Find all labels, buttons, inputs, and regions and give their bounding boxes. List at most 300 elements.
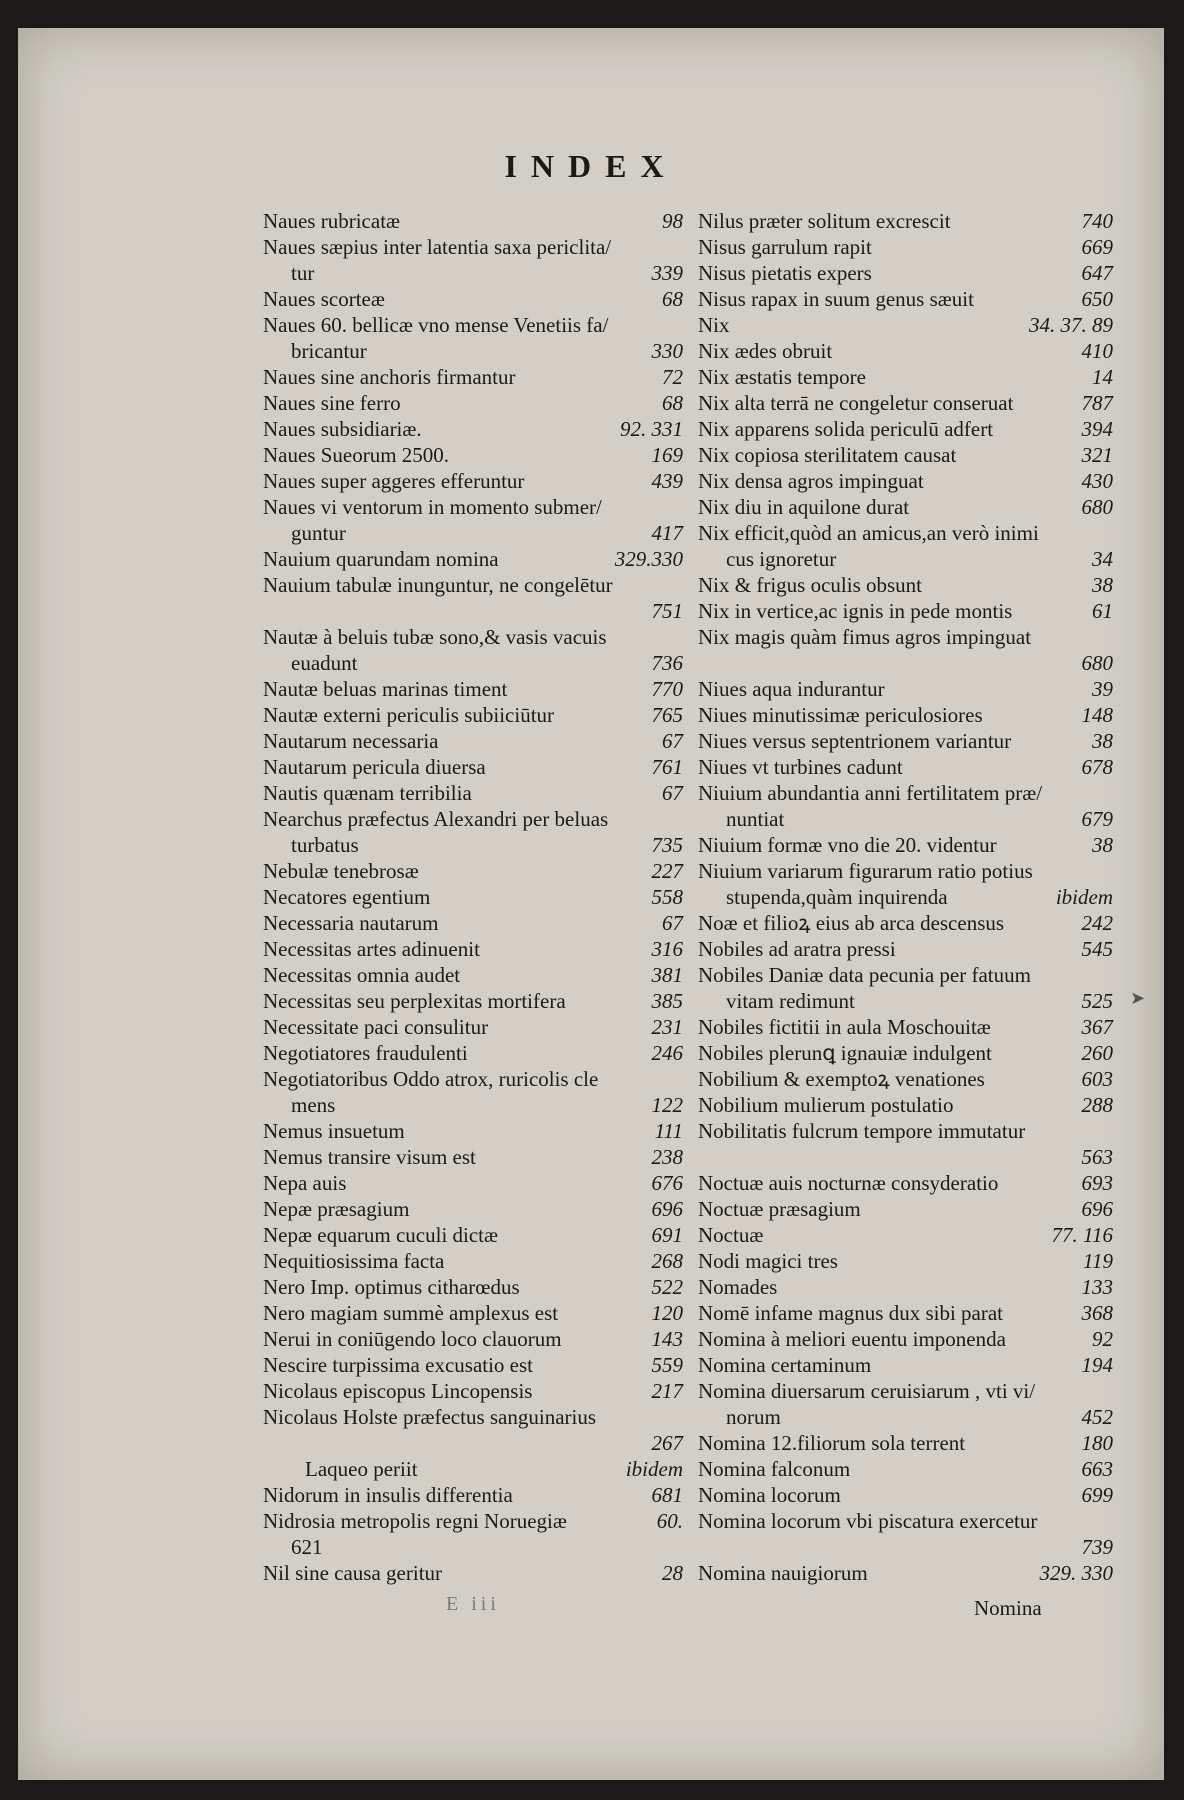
index-right-column <box>698 208 1113 1586</box>
entry-text: Nix æstatis tempore <box>698 365 866 389</box>
entry-text: Nemus insuetum <box>263 1119 405 1143</box>
entry-text: Noæ et filioꝝ eius ab arca descensus <box>698 911 1005 935</box>
index-entry <box>263 1144 683 1170</box>
entry-page-ref: 38 <box>1092 573 1113 597</box>
entry-text: Nicolaus Holste præfectus sanguinarius <box>263 1405 597 1429</box>
entry-text: Nicolaus episcopus Lincopensis <box>263 1379 533 1403</box>
entry-page-ref: 60. <box>656 1509 683 1533</box>
entry-page-ref: 120 <box>651 1301 683 1325</box>
index-entry <box>263 1066 683 1092</box>
entry-page-ref: 751 <box>651 599 683 623</box>
entry-page-ref: 77. 116 <box>1051 1223 1113 1247</box>
entry-page-ref: 180 <box>1081 1431 1113 1455</box>
entry-page-ref: 680 <box>1081 495 1113 519</box>
entry-text: Negotiatores fraudulenti <box>263 1041 468 1065</box>
index-entry <box>698 442 1113 468</box>
index-entry <box>698 1014 1113 1040</box>
entry-text: Nearchus præfectus Alexandri per beluas <box>263 807 609 831</box>
entry-page-ref: 770 <box>651 677 683 701</box>
index-entry <box>263 1326 683 1352</box>
index-entry <box>698 520 1113 546</box>
entry-text: Nerui in coniūgendo loco clauorum <box>263 1327 562 1351</box>
entry-page-ref: 217 <box>651 1379 683 1403</box>
entry-page-ref: 650 <box>1081 287 1113 311</box>
index-entry <box>698 1300 1113 1326</box>
entry-text: tur <box>291 261 315 285</box>
entry-page-ref: 740 <box>1081 209 1113 233</box>
index-entry <box>698 1534 1113 1560</box>
index-entry <box>263 260 683 286</box>
index-entry <box>698 832 1113 858</box>
entry-text: Necessitate paci consulitur <box>263 1015 489 1039</box>
index-entry <box>263 832 683 858</box>
entry-text: 621 <box>291 1535 323 1559</box>
entry-page-ref: 691 <box>651 1223 683 1247</box>
entry-text: Negotiatoribus Oddo atrox, ruricolis cle <box>263 1067 599 1091</box>
index-left-column <box>263 208 683 1586</box>
entry-page-ref: 238 <box>651 1145 683 1169</box>
entry-page-ref: 68 <box>662 391 683 415</box>
entry-page-ref: 34. 37. 89 <box>1029 313 1113 337</box>
entry-page-ref: 736 <box>651 651 683 675</box>
index-entry <box>698 1326 1113 1352</box>
entry-page-ref: 663 <box>1081 1457 1113 1481</box>
index-entry <box>698 1170 1113 1196</box>
index-entry <box>263 390 683 416</box>
entry-page-ref: 14 <box>1092 365 1113 389</box>
entry-page-ref: 603 <box>1081 1067 1113 1091</box>
index-entry <box>263 1118 683 1144</box>
index-entry <box>698 1560 1113 1586</box>
index-entry <box>263 1456 683 1482</box>
entry-text: Naues super aggeres efferuntur <box>263 469 525 493</box>
index-entry <box>698 1222 1113 1248</box>
entry-text: Nobiles Daniæ data pecunia per fatuum <box>698 963 1031 987</box>
entry-text: Nobilium & exemptoꝝ venationes <box>698 1067 985 1091</box>
index-entry <box>263 338 683 364</box>
index-entry <box>263 780 683 806</box>
entry-text: Nautarum necessaria <box>263 729 439 753</box>
entry-text: Nisus garrulum rapit <box>698 235 872 259</box>
entry-text: Nauium quarundam nomina <box>263 547 499 571</box>
entry-page-ref: 680 <box>1081 651 1113 675</box>
entry-page-ref: 368 <box>1081 1301 1113 1325</box>
index-entry <box>698 780 1113 806</box>
index-entry <box>263 1222 683 1248</box>
index-entry <box>698 1248 1113 1274</box>
index-entry <box>263 1404 683 1430</box>
index-entry <box>698 260 1113 286</box>
entry-text: Nix alta terrā ne congeletur conseruat <box>698 391 1014 415</box>
index-entry <box>263 910 683 936</box>
index-page <box>18 28 1164 1780</box>
entry-text: Niuium abundantia anni fertilitatem præ/ <box>698 781 1043 805</box>
index-entry <box>698 390 1113 416</box>
index-entry <box>698 676 1113 702</box>
index-entry <box>263 1508 683 1534</box>
index-entry <box>698 624 1113 650</box>
entry-text: Nisus pietatis expers <box>698 261 872 285</box>
index-entry <box>263 208 683 234</box>
entry-page-ref: 242 <box>1081 911 1113 935</box>
index-entry <box>263 988 683 1014</box>
entry-text: Nautæ beluas marinas timent <box>263 677 508 701</box>
index-entry <box>263 1482 683 1508</box>
index-entry <box>263 936 683 962</box>
index-entry <box>263 286 683 312</box>
index-entry <box>263 1014 683 1040</box>
entry-page-ref: 98 <box>662 209 683 233</box>
index-entry <box>263 468 683 494</box>
index-entry <box>698 1430 1113 1456</box>
entry-page-ref: 68 <box>662 287 683 311</box>
index-entry <box>263 702 683 728</box>
entry-text: Necessitas seu perplexitas mortifera <box>263 989 566 1013</box>
entry-page-ref: 559 <box>651 1353 683 1377</box>
entry-page-ref: 39 <box>1092 677 1113 701</box>
entry-text: Nautis quænam terribilia <box>263 781 472 805</box>
entry-text: Nobilium mulierum postulatio <box>698 1093 954 1117</box>
index-entry <box>263 1300 683 1326</box>
index-entry <box>263 1534 683 1560</box>
index-entry <box>698 338 1113 364</box>
entry-page-ref: 119 <box>1083 1249 1113 1273</box>
entry-page-ref: 133 <box>1081 1275 1113 1299</box>
entry-text: Nix & frigus oculis obsunt <box>698 573 922 597</box>
entry-page-ref: 122 <box>651 1093 683 1117</box>
entry-page-ref: 67 <box>662 781 683 805</box>
entry-text: Naues sine anchoris firmantur <box>263 365 516 389</box>
entry-text: Nomina diuersarum ceruisiarum , vti vi/ <box>698 1379 1036 1403</box>
index-entry <box>698 364 1113 390</box>
entry-text: Naues 60. bellicæ vno mense Venetiis fa/ <box>263 313 609 337</box>
entry-page-ref: 268 <box>651 1249 683 1273</box>
entry-text: Naues scorteæ <box>263 287 385 311</box>
index-entry <box>698 806 1113 832</box>
entry-page-ref: 439 <box>651 469 683 493</box>
index-entry <box>698 1196 1113 1222</box>
index-entry <box>698 650 1113 676</box>
entry-page-ref: 316 <box>651 937 683 961</box>
entry-text: Nix ædes obruit <box>698 339 833 363</box>
index-entry <box>698 546 1113 572</box>
entry-page-ref: 38 <box>1092 729 1113 753</box>
entry-text: Nix efficit,quòd an amicus,an verò inimi <box>698 521 1039 545</box>
entry-text: Nauium tabulæ inunguntur, ne congelētur <box>263 573 613 597</box>
index-entry <box>698 1040 1113 1066</box>
entry-text: Nix copiosa sterilitatem causat <box>698 443 957 467</box>
page-header: INDEX <box>504 148 678 184</box>
entry-page-ref: 67 <box>662 911 683 935</box>
catchword: Nomina <box>974 1596 1042 1620</box>
index-entry <box>698 286 1113 312</box>
entry-text: Nix apparens solida periculū adfert <box>698 417 994 441</box>
entry-text: Nidorum in insulis differentia <box>263 1483 513 1507</box>
entry-text: Nomades <box>698 1275 778 1299</box>
entry-text: stupenda,quàm inquirenda <box>726 885 948 909</box>
entry-page-ref: 260 <box>1081 1041 1113 1065</box>
index-entry <box>263 858 683 884</box>
index-entry <box>698 494 1113 520</box>
index-entry <box>698 728 1113 754</box>
entry-page-ref: 394 <box>1081 417 1113 441</box>
entry-page-ref: 92 <box>1092 1327 1113 1351</box>
entry-page-ref: 699 <box>1081 1483 1113 1507</box>
entry-page-ref: 765 <box>651 703 683 727</box>
entry-page-ref: 111 <box>654 1119 683 1143</box>
index-entry <box>698 1092 1113 1118</box>
entry-page-ref: 693 <box>1081 1171 1113 1195</box>
entry-text: Niuium formæ vno die 20. videntur <box>698 833 997 857</box>
index-entry <box>263 416 683 442</box>
entry-page-ref: 522 <box>651 1275 683 1299</box>
entry-page-ref: 787 <box>1081 391 1113 415</box>
index-entry <box>263 1092 683 1118</box>
entry-page-ref: 148 <box>1081 703 1113 727</box>
entry-text: norum <box>726 1405 781 1429</box>
entry-text: Nix magis quàm fimus agros impinguat <box>698 625 1032 649</box>
index-entry <box>698 312 1113 338</box>
entry-page-ref: 410 <box>1081 339 1113 363</box>
entry-page-ref: 72 <box>662 365 683 389</box>
entry-text: Niues vt turbines cadunt <box>698 755 903 779</box>
index-entry <box>263 234 683 260</box>
entry-page-ref: 329. 330 <box>1039 1561 1113 1585</box>
index-entry <box>698 936 1113 962</box>
entry-page-ref: 367 <box>1081 1015 1113 1039</box>
entry-text: Nomē infame magnus dux sibi parat <box>698 1301 1004 1325</box>
entry-text: Nomina nauigiorum <box>698 1561 868 1585</box>
entry-page-ref: 329.330 <box>614 547 683 571</box>
entry-text: guntur <box>291 521 346 545</box>
entry-text: Nequitiosissima facta <box>263 1249 445 1273</box>
entry-page-ref: 38 <box>1092 833 1113 857</box>
index-entry <box>263 442 683 468</box>
entry-page-ref: 67 <box>662 729 683 753</box>
entry-text: Noctuæ auis nocturnæ consyderatio <box>698 1171 999 1195</box>
entry-text: Niues aqua indurantur <box>698 677 885 701</box>
entry-text: Nepæ præsagium <box>263 1197 410 1221</box>
entry-text: Nautæ externi periculis subiiciūtur <box>263 703 555 727</box>
index-entry <box>698 1118 1113 1144</box>
index-entry <box>698 572 1113 598</box>
entry-page-ref: 735 <box>651 833 683 857</box>
entry-text: Nomina à meliori euentu imponenda <box>698 1327 1006 1351</box>
entry-text: Nescire turpissima excusatio est <box>263 1353 534 1377</box>
entry-text: Necatores egentium <box>263 885 431 909</box>
index-entry <box>698 988 1113 1014</box>
index-entry <box>263 1040 683 1066</box>
index-entry <box>263 962 683 988</box>
entry-text: Nero Imp. optimus citharœdus <box>263 1275 520 1299</box>
entry-page-ref: 563 <box>1081 1145 1113 1169</box>
index-entry <box>263 520 683 546</box>
entry-text: Naues rubricatæ <box>263 209 401 233</box>
entry-text: Niues versus septentrionem variantur <box>698 729 1012 753</box>
margin-arrow-icon: ➤ <box>1130 988 1146 1008</box>
entry-page-ref: 288 <box>1081 1093 1113 1117</box>
entry-page-ref: 679 <box>1081 807 1113 831</box>
entry-text: Nomina locorum <box>698 1483 841 1507</box>
entry-text: Nobiles plerunꝗ ignauiæ indulgent <box>698 1041 992 1065</box>
index-entry <box>263 572 683 598</box>
entry-page-ref: 430 <box>1081 469 1113 493</box>
index-entry <box>263 1560 683 1586</box>
index-entry <box>263 1430 683 1456</box>
entry-page-ref: 381 <box>651 963 683 987</box>
entry-page-ref: 678 <box>1081 755 1113 779</box>
entry-page-ref: 246 <box>651 1041 683 1065</box>
entry-page-ref: 696 <box>651 1197 683 1221</box>
entry-text: Nil sine causa geritur <box>263 1561 443 1585</box>
entry-page-ref: 681 <box>651 1483 683 1507</box>
entry-page-ref: 330 <box>651 339 683 363</box>
index-entry <box>263 312 683 338</box>
entry-page-ref: 194 <box>1081 1353 1113 1377</box>
entry-page-ref: 231 <box>651 1015 683 1039</box>
entry-text: Nobiles ad aratra pressi <box>698 937 896 961</box>
index-entry <box>263 650 683 676</box>
index-entry <box>698 208 1113 234</box>
index-entry <box>698 1456 1113 1482</box>
entry-text: Laqueo periit <box>305 1457 418 1481</box>
entry-text: euadunt <box>291 651 358 675</box>
index-entry <box>698 1482 1113 1508</box>
entry-text: Nobilitatis fulcrum tempore immutatur <box>698 1119 1026 1143</box>
entry-text: Noctuæ præsagium <box>698 1197 861 1221</box>
entry-page-ref: 558 <box>651 885 683 909</box>
entry-page-ref: 339 <box>651 261 683 285</box>
entry-text: Nix diu in aquilone durat <box>698 495 910 519</box>
entry-page-ref: 34 <box>1092 547 1113 571</box>
entry-text: Nix <box>698 313 730 337</box>
entry-text: Noctuæ <box>698 1223 764 1247</box>
index-entry <box>698 468 1113 494</box>
entry-page-ref: ibidem <box>1055 885 1113 909</box>
entry-page-ref: 647 <box>1081 261 1113 285</box>
entry-text: mens <box>291 1093 336 1117</box>
entry-page-ref: 169 <box>651 443 683 467</box>
index-entry <box>263 1248 683 1274</box>
entry-page-ref: 525 <box>1081 989 1113 1013</box>
index-entry <box>263 546 683 572</box>
entry-text: Nomina falconum <box>698 1457 851 1481</box>
entry-text: Naues sine ferro <box>263 391 401 415</box>
entry-text: Nautarum pericula diuersa <box>263 755 486 779</box>
index-entry <box>698 910 1113 936</box>
index-entry <box>263 364 683 390</box>
entry-page-ref: 267 <box>651 1431 683 1455</box>
entry-page-ref: 417 <box>651 521 683 545</box>
index-entry <box>263 598 683 624</box>
entry-text: Nisus rapax in suum genus sæuit <box>698 287 974 311</box>
index-entry <box>263 676 683 702</box>
entry-text: Nilus præter solitum excrescit <box>698 209 951 233</box>
index-entry <box>263 754 683 780</box>
entry-page-ref: 696 <box>1081 1197 1113 1221</box>
index-entry <box>263 1196 683 1222</box>
index-entry <box>263 1274 683 1300</box>
entry-page-ref: 761 <box>651 755 683 779</box>
entry-page-ref: 669 <box>1081 235 1113 259</box>
entry-page-ref: 227 <box>651 859 683 883</box>
entry-text: nuntiat <box>726 807 785 831</box>
index-entry <box>698 1066 1113 1092</box>
entry-text: Nodi magici tres <box>698 1249 838 1273</box>
index-entry <box>698 1144 1113 1170</box>
index-entry <box>263 1352 683 1378</box>
index-entry <box>698 1404 1113 1430</box>
signature-mark: E iii <box>446 1593 500 1615</box>
entry-text: Necessitas artes adinuenit <box>263 937 480 961</box>
entry-text: Nomina locorum vbi piscatura exercetur <box>698 1509 1038 1533</box>
entry-text: Niuium variarum figurarum ratio potius <box>698 859 1033 883</box>
entry-text: bricantur <box>291 339 367 363</box>
entry-text: Nomina certaminum <box>698 1353 872 1377</box>
entry-text: Nidrosia metropolis regni Noruegiæ <box>263 1509 567 1533</box>
index-entry <box>263 494 683 520</box>
entry-page-ref: 385 <box>651 989 683 1013</box>
entry-text: Nix densa agros impinguat <box>698 469 924 493</box>
entry-page-ref: 92. 331 <box>620 417 683 441</box>
index-entry <box>698 858 1113 884</box>
index-entry <box>698 234 1113 260</box>
index-entry <box>698 1274 1113 1300</box>
entry-text: vitam redimunt <box>726 989 855 1013</box>
entry-text: Nero magiam summè amplexus est <box>263 1301 559 1325</box>
entry-page-ref: 452 <box>1081 1405 1113 1429</box>
entry-page-ref: 143 <box>651 1327 683 1351</box>
entry-text: Necessaria nautarum <box>263 911 439 935</box>
entry-page-ref: 676 <box>651 1171 683 1195</box>
index-entry <box>698 598 1113 624</box>
index-entry <box>263 884 683 910</box>
index-entry <box>263 1170 683 1196</box>
index-entry <box>698 1378 1113 1404</box>
entry-page-ref: 321 <box>1081 443 1113 467</box>
entry-text: Nepa auis <box>263 1171 347 1195</box>
entry-text: Necessitas omnia audet <box>263 963 461 987</box>
index-entry <box>698 962 1113 988</box>
entry-text: Nepæ equarum cuculi dictæ <box>263 1223 499 1247</box>
entry-page-ref: 739 <box>1081 1535 1113 1559</box>
index-entry <box>263 728 683 754</box>
index-entry <box>698 754 1113 780</box>
index-entry <box>263 1378 683 1404</box>
index-entry <box>698 416 1113 442</box>
index-entry <box>698 1508 1113 1534</box>
index-entry <box>263 806 683 832</box>
entry-text: Nemus transire visum est <box>263 1145 476 1169</box>
entry-text: Nomina 12.filiorum sola terrent <box>698 1431 966 1455</box>
entry-page-ref: 545 <box>1081 937 1113 961</box>
index-entry <box>698 1352 1113 1378</box>
entry-page-ref: 61 <box>1092 599 1113 623</box>
index-entry <box>698 702 1113 728</box>
entry-page-ref: ibidem <box>625 1457 683 1481</box>
entry-text: Nautæ à beluis tubæ sono,& vasis vacuis <box>263 625 607 649</box>
entry-text: Niues minutissimæ periculosiores <box>698 703 983 727</box>
entry-text: Naues sæpius inter latentia saxa periclita/ <box>263 235 612 259</box>
index-entry <box>263 624 683 650</box>
entry-text: Nobiles fictitii in aula Moschouitæ <box>698 1015 991 1039</box>
entry-text: Nebulæ tenebrosæ <box>263 859 419 883</box>
entry-page-ref: 28 <box>662 1561 683 1585</box>
index-entry <box>698 884 1113 910</box>
entry-text: Naues vi ventorum in momento submer/ <box>263 495 602 519</box>
entry-text: Naues subsidiariæ. <box>263 417 422 441</box>
entry-text: Naues Sueorum 2500. <box>263 443 450 467</box>
